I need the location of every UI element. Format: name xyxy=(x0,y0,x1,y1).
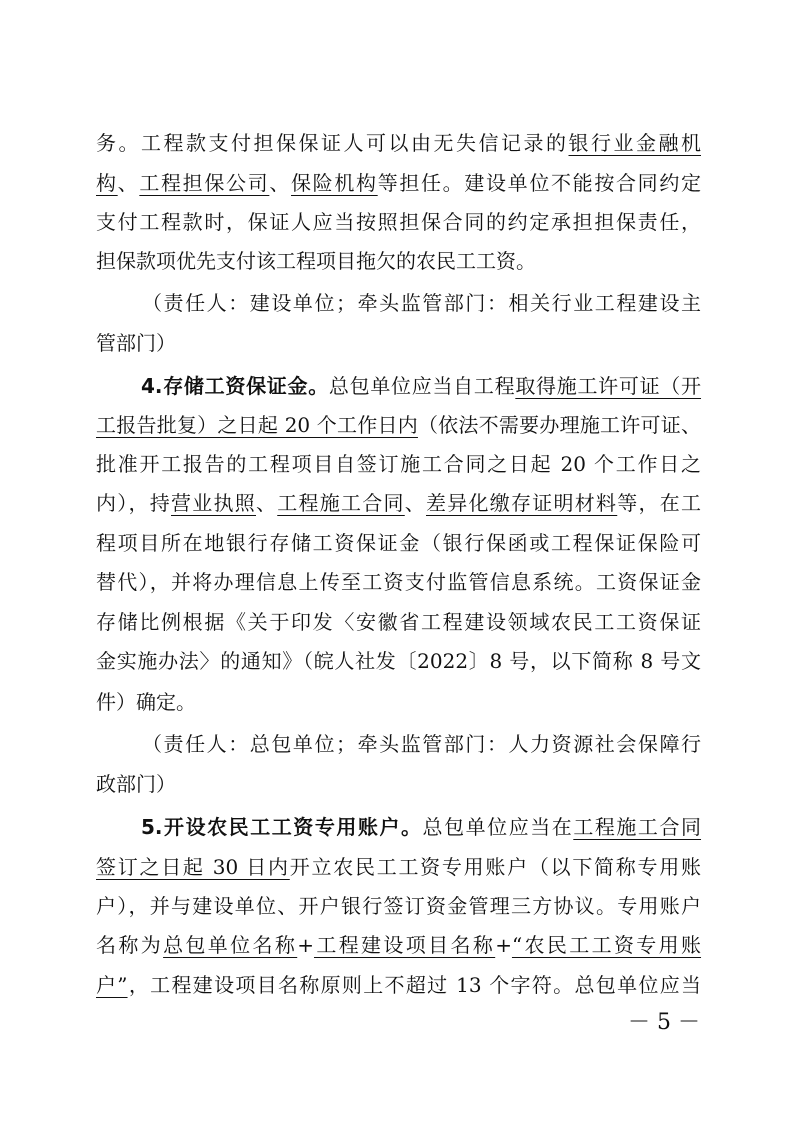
text-line xyxy=(96,929,701,961)
underlined-text: 银行业金融机 xyxy=(568,131,701,155)
underlined-text: 工报告批复）之日起 20 个工作日内 xyxy=(96,413,418,437)
text-line xyxy=(96,527,701,559)
text-line xyxy=(141,370,701,402)
underlined-text: 工程建设项目名称 xyxy=(313,933,496,957)
text-run: 内），持 xyxy=(96,491,171,515)
text-line xyxy=(96,245,701,277)
text-run: 金实施办法〉的通知》（皖人社发〔2022〕8 号，以下简称 8 号文 xyxy=(96,649,701,673)
underlined-text: 营业执照 xyxy=(171,491,256,515)
underlined-text: “农民工工资专用账 xyxy=(511,933,702,957)
text-run: 、 xyxy=(269,171,292,195)
text-run: 总包单位应当在 xyxy=(422,815,574,839)
text-line xyxy=(96,206,701,238)
text-line xyxy=(96,686,701,718)
text-line xyxy=(96,606,701,638)
text-run: （依法不需要办理施工许可证、 xyxy=(417,413,701,437)
text-run: 总包单位应当自工程 xyxy=(328,374,516,398)
text-run: 务。工程款支付担保保证人可以由无失信记录的 xyxy=(96,131,569,155)
underlined-text: 工程施工合同 xyxy=(573,815,702,839)
text-run: ，工程建设项目名称原则上不超过 13 个字符。总包单位应当 xyxy=(127,973,701,997)
text-line xyxy=(96,127,701,159)
text-run: 程项目所在地银行存储工资保证金（银行保函或工程保证保险可 xyxy=(96,531,701,555)
text-run: 名称为 xyxy=(96,933,164,957)
text-line xyxy=(96,167,701,199)
text-run: 替代），并将办理信息上传至工资支付监管信息系统。工资保证金 xyxy=(96,570,701,594)
underlined-text: 总包单位名称 xyxy=(163,933,298,957)
text-run: （责任人：建设单位；牵头监管部门：相关行业工程建设主 xyxy=(142,291,701,315)
text-run: 等，在工 xyxy=(617,491,701,515)
text-run: 担保款项优先支付该工程项目拖欠的农民工工资。 xyxy=(96,249,536,273)
text-run: （责任人：总包单位；牵头监管部门：人力资源社会保障行 xyxy=(142,732,701,756)
text-line xyxy=(142,728,701,760)
text-line xyxy=(96,768,701,800)
text-run: 等担任。建设单位不能按合同约定 xyxy=(377,171,702,195)
text-line xyxy=(141,811,701,843)
underlined-text: 工程担保公司 xyxy=(139,171,270,195)
text-line xyxy=(96,851,701,883)
text-line xyxy=(96,969,701,1001)
text-run: 、 xyxy=(256,491,278,515)
underlined-text: 差异化缴存证明材料 xyxy=(426,491,618,515)
text-run: 、 xyxy=(117,171,140,195)
text-run: 支付工程款时，保证人应当按照担保合同的约定承担担保责任， xyxy=(96,210,701,234)
text-run: 件）确定。 xyxy=(96,690,196,714)
text-line xyxy=(96,487,701,519)
text-run: 政部门） xyxy=(96,772,176,796)
text-run: 批准开工报告的工程项目自签订施工合同之日起 20 个工作日之 xyxy=(96,452,701,476)
text-line xyxy=(96,409,701,441)
text-run: 开立农民工工资专用账户（以下简称专用账 xyxy=(289,855,701,879)
underlined-text: 签订之日起 30 日内 xyxy=(96,855,290,879)
text-line xyxy=(96,566,701,598)
page-number: － 5 － xyxy=(628,1010,700,1035)
section-heading: 4.存储工资保证金。 xyxy=(141,374,329,398)
text-run: + xyxy=(495,933,512,957)
underlined-text: 保险机构 xyxy=(291,171,378,195)
text-run: 存储比例根据《关于印发〈安徽省工程建设领域农民工工资保证 xyxy=(96,610,701,634)
underlined-text: 取得施工许可证（开 xyxy=(515,374,702,398)
underlined-text: 构 xyxy=(96,171,118,195)
underlined-text: 户” xyxy=(96,973,128,997)
text-line xyxy=(96,327,701,359)
text-run: 、 xyxy=(404,491,426,515)
text-line xyxy=(96,645,701,677)
section-heading: 5.开设农民工工资专用账户。 xyxy=(141,815,423,839)
text-line xyxy=(142,287,701,319)
text-run: 管部门） xyxy=(96,331,176,355)
text-line xyxy=(96,890,701,922)
text-run: + xyxy=(297,933,314,957)
underlined-text: 工程施工合同 xyxy=(277,491,405,515)
text-run: 户），并与建设单位、开户银行签订资金管理三方协议。专用账户 xyxy=(96,894,701,918)
text-line xyxy=(96,448,701,480)
